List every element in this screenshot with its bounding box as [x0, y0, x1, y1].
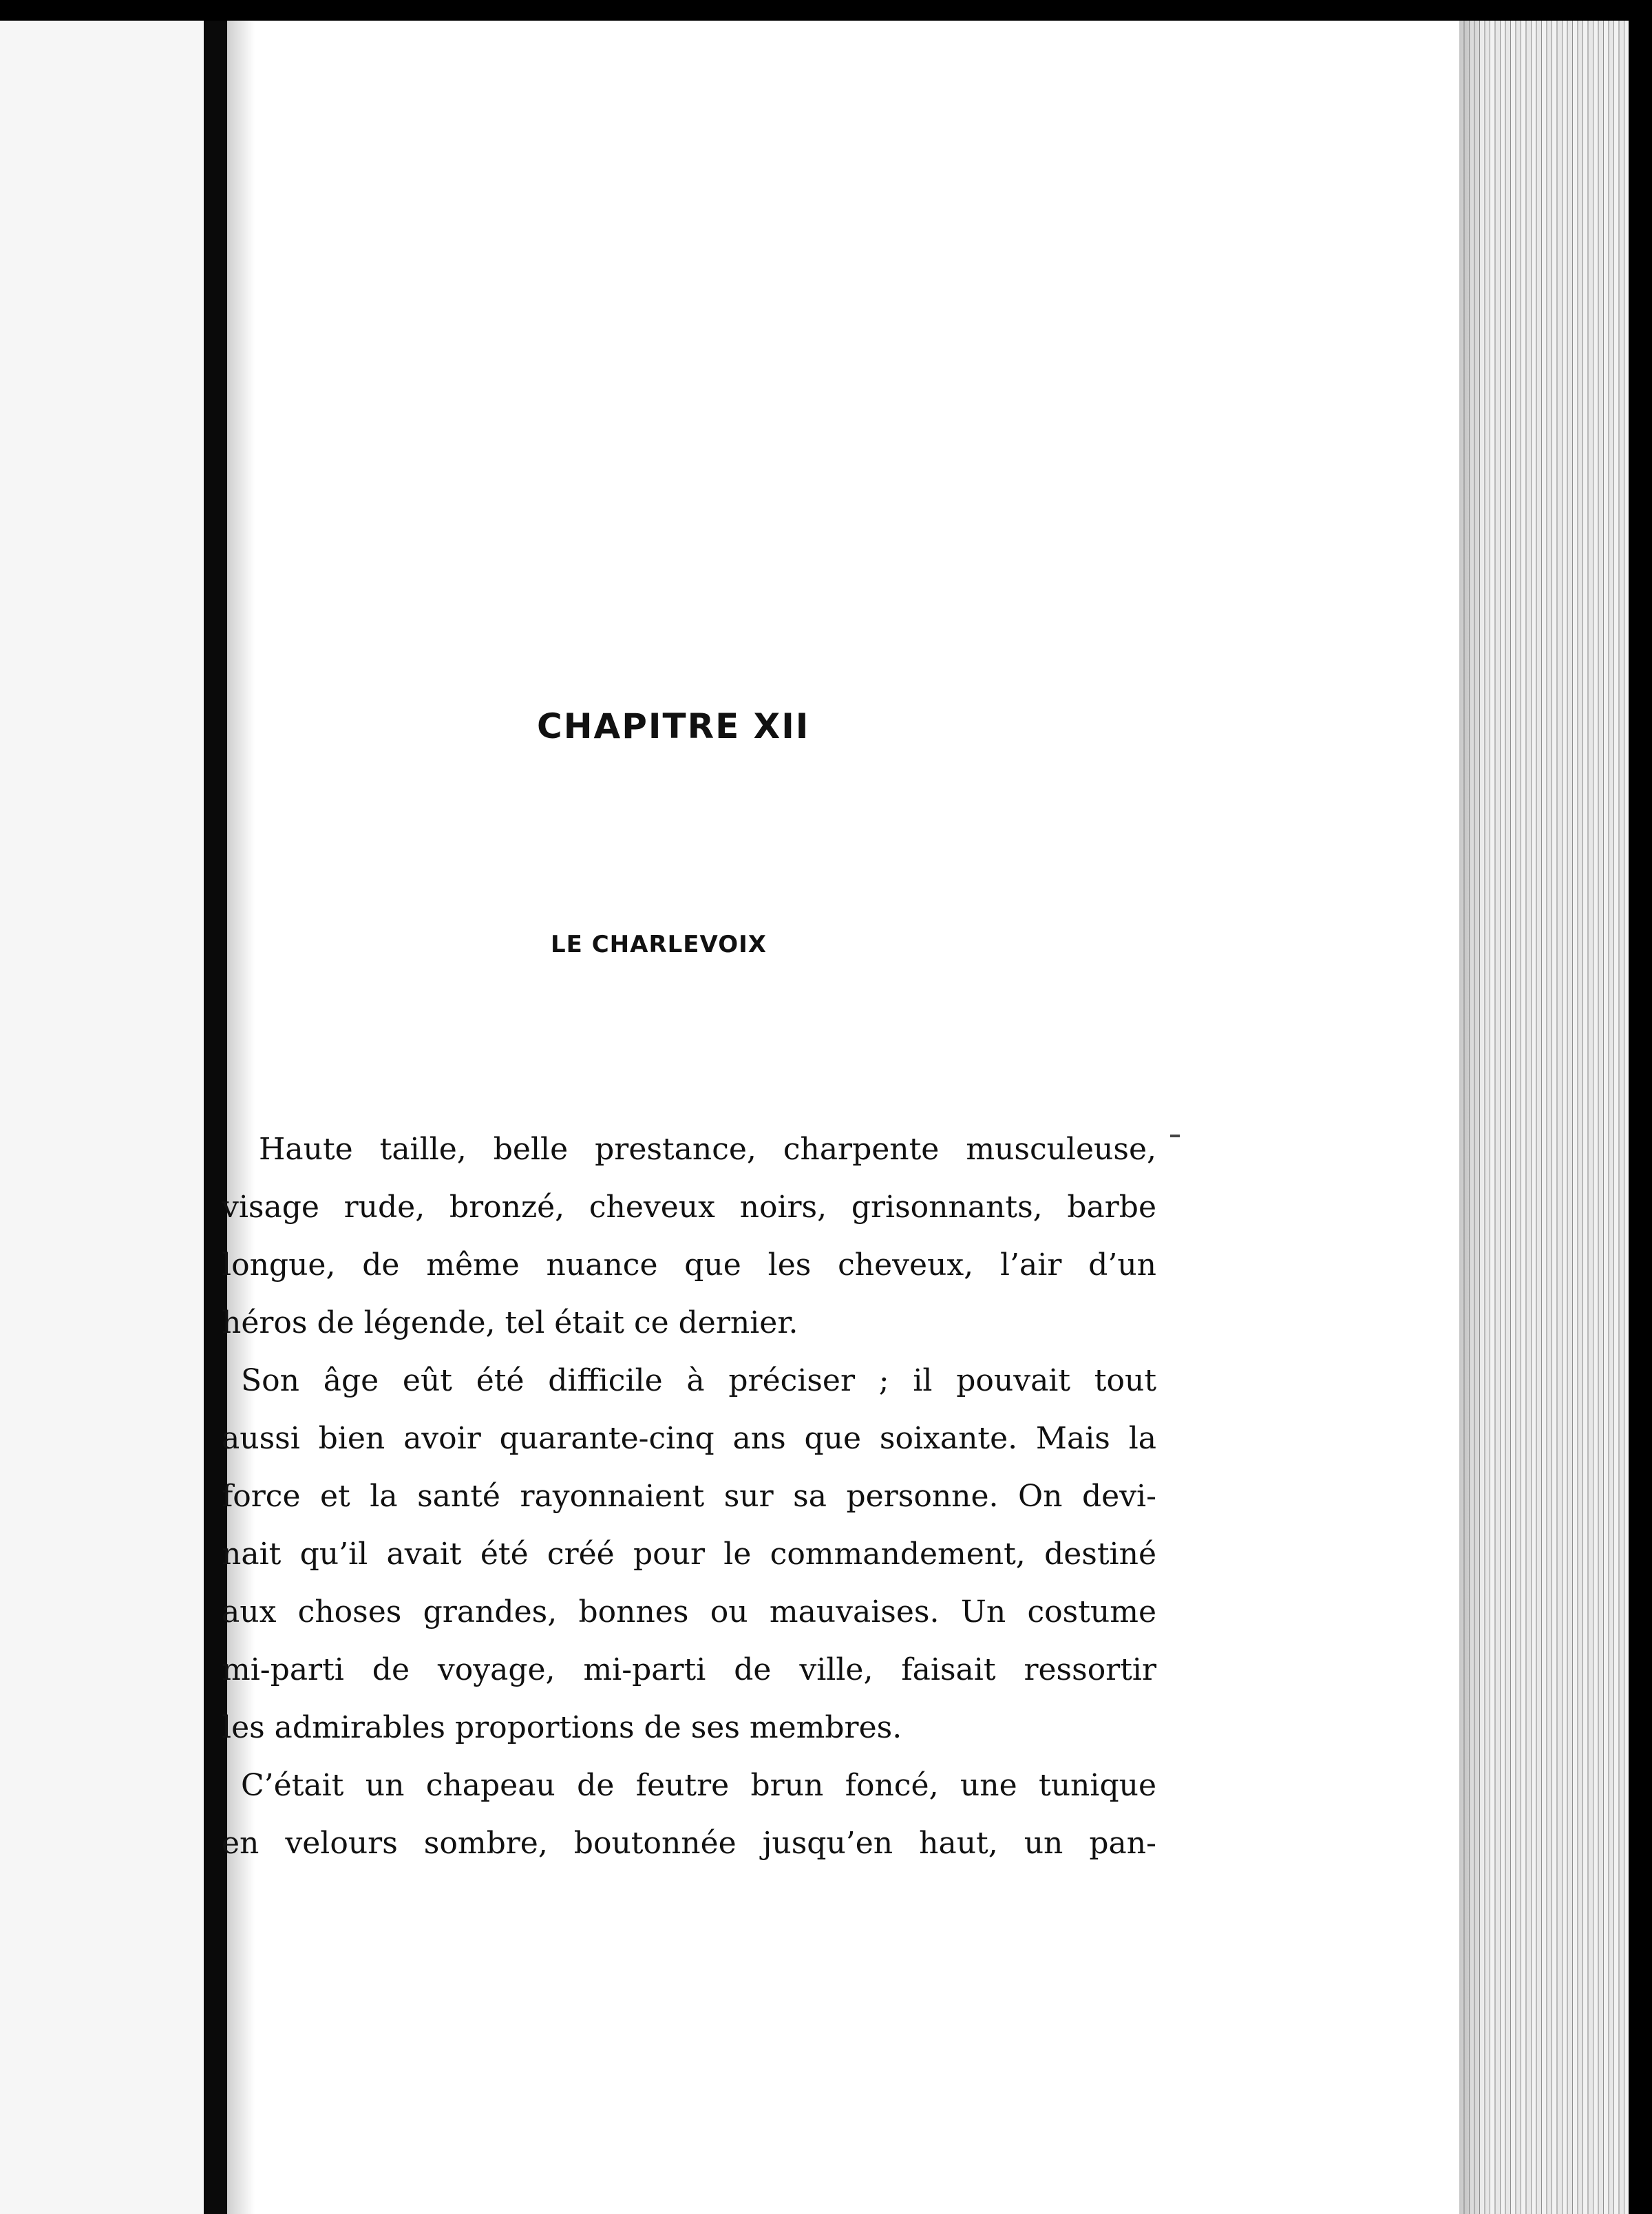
text-line: visage rude, bronzé, cheveux noirs, grisonnants, barbe — [222, 1190, 1156, 1225]
page-edges-shadow — [1459, 21, 1487, 2214]
text-line: mi-parti de voyage, mi-parti de ville, faisait ressortir — [222, 1652, 1156, 1687]
gutter-shadow — [227, 21, 255, 2214]
book-page — [255, 21, 1473, 2214]
text-line: les admirables proportions de ses membres. — [222, 1710, 902, 1745]
chapter-subtitle: LE CHARLEVOIX — [551, 931, 767, 958]
ink-mark — [1170, 1135, 1180, 1137]
text-line: nait qu’il avait été créé pour le commandement, destiné — [222, 1537, 1156, 1572]
text-line: longue, de même nuance que les cheveux, l’air d’un — [222, 1247, 1156, 1283]
scan-frame-top — [0, 0, 1652, 21]
text-line: aussi bien avoir quarante-cinq ans que soixante. Mais la — [222, 1421, 1156, 1456]
scan-frame-right — [1629, 0, 1652, 2214]
text-line: force et la santé rayonnaient sur sa personne. On devi- — [222, 1479, 1156, 1514]
facing-page — [0, 21, 204, 2214]
text-line: en velours sombre, boutonnée jusqu’en haut, un pan- — [222, 1826, 1156, 1861]
text-line: C’était un chapeau de feutre brun foncé, une tunique — [241, 1768, 1156, 1803]
text-line: Son âge eût été difficile à préciser ; il pouvait tout — [241, 1363, 1156, 1398]
text-line: héros de légende, tel était ce dernier. — [222, 1305, 798, 1340]
text-line: Haute taille, belle prestance, charpente musculeuse, — [259, 1132, 1156, 1167]
text-line: aux choses grandes, bonnes ou mauvaises. Un costume — [222, 1594, 1156, 1630]
chapter-title: CHAPITRE XII — [537, 706, 810, 746]
body-text — [222, 1121, 1156, 1873]
book-gutter — [204, 21, 227, 2214]
